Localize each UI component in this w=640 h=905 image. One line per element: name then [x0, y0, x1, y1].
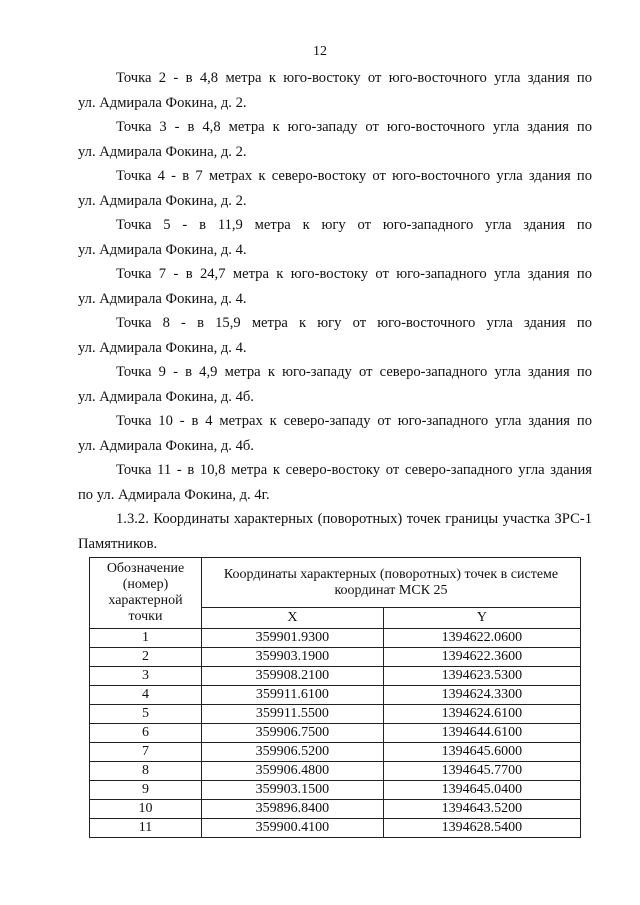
cell-point-number: 9 [90, 781, 202, 800]
header-y: Y [383, 608, 580, 629]
cell-point-number: 11 [90, 819, 202, 838]
point-paragraph [78, 458, 592, 507]
table-row [90, 648, 581, 667]
cell-point-number: 5 [90, 705, 202, 724]
cell-coordinate-x: 359906.4800 [202, 762, 384, 781]
cell-coordinate-y: 1394644.6100 [383, 724, 580, 743]
cell-point-number: 8 [90, 762, 202, 781]
cell-point-number: 3 [90, 667, 202, 686]
cell-coordinate-x: 359911.5500 [202, 705, 384, 724]
point-paragraph-line: Точка 10 - в 4 метрах к северо-западу от юго-западного угла здания по [116, 413, 592, 429]
point-paragraph [78, 115, 592, 164]
table-row [90, 686, 581, 705]
cell-coordinate-y: 1394643.5200 [383, 800, 580, 819]
header-coordinates: Координаты характерных (поворотных) точек в системе координат МСК 25 [202, 558, 581, 608]
table-row [90, 705, 581, 724]
point-paragraph-line: Точка 9 - в 4,9 метра к юго-западу от северо-западного угла здания по [116, 364, 592, 380]
cell-point-number: 10 [90, 800, 202, 819]
cell-coordinate-x: 359896.8400 [202, 800, 384, 819]
cell-coordinate-x: 359908.2100 [202, 667, 384, 686]
point-paragraph [78, 262, 592, 311]
point-paragraph-address: ул. Адмирала Фокина, д. 4. [78, 241, 247, 258]
table-row [90, 781, 581, 800]
cell-coordinate-x: 359903.1900 [202, 648, 384, 667]
cell-coordinate-x: 359906.7500 [202, 724, 384, 743]
cell-coordinate-x: 359911.6100 [202, 686, 384, 705]
header-designation: Обозначение (номер) характерной точки [90, 558, 202, 629]
point-paragraph [78, 311, 592, 360]
header-x: X [202, 608, 384, 629]
table-row [90, 667, 581, 686]
point-paragraph-address: по ул. Адмирала Фокина, д. 4г. [78, 486, 270, 503]
point-paragraph-line: Точка 4 - в 7 метрах к северо-востоку от юго-восточного угла здания по [116, 168, 592, 184]
point-paragraph [78, 66, 592, 115]
page-number: 12 [313, 44, 327, 59]
coordinates-table [89, 557, 581, 838]
cell-coordinate-x: 359903.1500 [202, 781, 384, 800]
table-row [90, 724, 581, 743]
cell-coordinate-x: 359900.4100 [202, 819, 384, 838]
cell-point-number: 2 [90, 648, 202, 667]
point-paragraph-address: ул. Адмирала Фокина, д. 2. [78, 94, 247, 111]
table-row [90, 800, 581, 819]
point-paragraph [78, 213, 592, 262]
cell-coordinate-y: 1394624.6100 [383, 705, 580, 724]
table-row [90, 629, 581, 648]
point-paragraph-address: ул. Адмирала Фокина, д. 4б. [78, 437, 254, 454]
cell-coordinate-y: 1394623.5300 [383, 667, 580, 686]
point-paragraph-address: ул. Адмирала Фокина, д. 4. [78, 290, 247, 307]
cell-point-number: 7 [90, 743, 202, 762]
point-paragraph-line: Точка 7 - в 24,7 метра к юго-востоку от юго-западного угла здания по [116, 266, 592, 282]
cell-point-number: 4 [90, 686, 202, 705]
cell-coordinate-y: 1394628.5400 [383, 819, 580, 838]
table-row [90, 743, 581, 762]
section-heading: 1.3.2. Координаты характерных (поворотных) точек границы участка ЗРС-1 Памятников. [78, 511, 592, 552]
table-row [90, 819, 581, 838]
point-paragraph [78, 360, 592, 409]
point-paragraph [78, 409, 592, 458]
cell-coordinate-x: 359901.9300 [202, 629, 384, 648]
document-body [78, 66, 592, 556]
cell-coordinate-y: 1394622.3600 [383, 648, 580, 667]
point-paragraph-line: Точка 2 - в 4,8 метра к юго-востоку от юго-восточного угла здания по [116, 70, 592, 86]
point-paragraph-address: ул. Адмирала Фокина, д. 4б. [78, 388, 254, 405]
point-paragraph-address: ул. Адмирала Фокина, д. 2. [78, 143, 247, 160]
point-paragraph [78, 164, 592, 213]
point-paragraph-address: ул. Адмирала Фокина, д. 2. [78, 192, 247, 209]
point-paragraph-line: Точка 5 - в 11,9 метра к югу от юго-западного угла здания по [116, 217, 592, 233]
point-paragraph-address: ул. Адмирала Фокина, д. 4. [78, 339, 247, 356]
cell-coordinate-y: 1394645.0400 [383, 781, 580, 800]
coordinates-rows [90, 629, 581, 838]
point-paragraph-line: Точка 8 - в 15,9 метра к югу от юго-восточного угла здания по [116, 315, 592, 331]
cell-coordinate-x: 359906.5200 [202, 743, 384, 762]
cell-point-number: 1 [90, 629, 202, 648]
point-paragraph-line: Точка 3 - в 4,8 метра к юго-западу от юго-восточного угла здания по [116, 119, 592, 135]
table-row [90, 762, 581, 781]
point-paragraph-line: Точка 11 - в 10,8 метра к северо-востоку от северо-западного угла здания [116, 462, 592, 478]
cell-coordinate-y: 1394624.3300 [383, 686, 580, 705]
cell-coordinate-y: 1394645.7700 [383, 762, 580, 781]
cell-coordinate-y: 1394622.0600 [383, 629, 580, 648]
cell-point-number: 6 [90, 724, 202, 743]
cell-coordinate-y: 1394645.6000 [383, 743, 580, 762]
point-descriptions [78, 66, 592, 507]
